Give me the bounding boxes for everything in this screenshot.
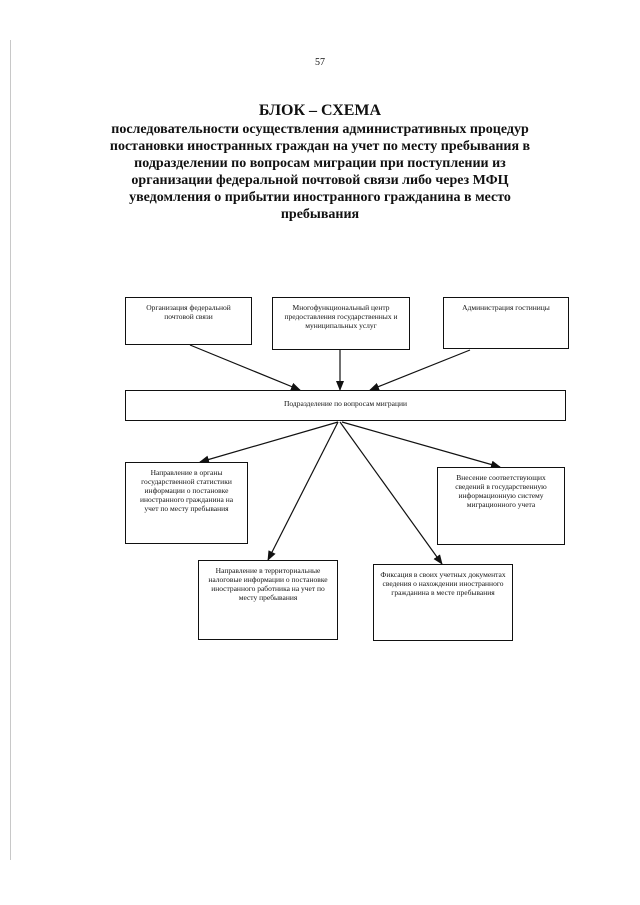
diagram-subtitle: последовательности осуществления административных процедур постановки иностранных граждан на учет по месту пребывания в подразделении по вопросам миграции при поступлении из организации федеральной почтовой связи либо через МФЦ уведомления о прибытии иностранного гражданина в место пребывания [109, 122, 531, 222]
arrow-migration-to-tax [268, 422, 338, 560]
node-statistics-label: Направление в органы государственной статистики информации о постановке иностранного гражданина на учет по месту пребывания [139, 468, 234, 513]
page-number: 57 [315, 57, 325, 68]
node-migration-department [125, 390, 566, 421]
node-postal-organization [125, 297, 252, 345]
node-mfc-label: Многофункциональный центр предоставления государственных и муниципальных услуг [284, 303, 398, 330]
node-mfc [272, 297, 410, 350]
node-migration-department-label: Подразделение по вопросам миграции [283, 399, 408, 408]
arrow-migration-to-info-system [342, 422, 500, 467]
node-info-system-label: Внесение соответствующих сведений в государственную информационную систему миграционного учета [455, 473, 547, 509]
arrow-migration-to-records [340, 422, 442, 564]
node-hotel-administration-label: Администрация гостиницы [462, 303, 550, 312]
arrow-migration-to-statistics [200, 422, 338, 462]
node-postal-organization-label: Организация федеральной почтовой связи [146, 303, 231, 321]
node-tax [198, 560, 338, 640]
node-statistics [125, 462, 248, 544]
node-records-label: Фиксация в своих учетных документах сведения о нахождении иностранного гражданина в месте пребывания [380, 570, 506, 597]
arrow-hotel-to-migration [370, 350, 470, 390]
node-info-system [437, 467, 565, 545]
diagram-title: БЛОК – СХЕМА [258, 102, 382, 119]
node-records [373, 564, 513, 641]
node-hotel-administration [443, 297, 569, 349]
arrow-postal-to-migration [190, 345, 300, 390]
node-tax-label: Направление в территориальные налоговые информации о постановке иностранного работника на учет по месту пребывания [208, 566, 328, 602]
